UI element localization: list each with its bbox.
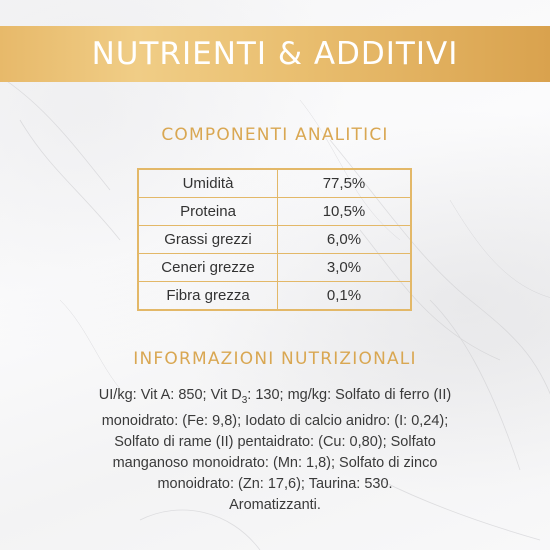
info-subscript: 3 (241, 394, 248, 406)
analytic-components-table (137, 168, 412, 311)
table-row (138, 226, 411, 254)
row-label: Fibra grezza (138, 282, 278, 311)
info-line: monoidrato: (Zn: 17,6); Taurina: 530. (157, 475, 393, 492)
info-line: manganoso monoidrato: (Mn: 1,8); Solfato di zinco (112, 454, 438, 471)
info-line-part: UI/kg: Vit A: 850; Vit D (98, 387, 242, 403)
row-value: 10,5% (278, 198, 412, 226)
info-line-part: : 130; mg/kg: Solfato di ferro (II) (247, 387, 452, 403)
row-value: 6,0% (278, 226, 412, 254)
row-value: 77,5% (278, 169, 412, 198)
info-line (20, 385, 530, 411)
nutritional-info-title: INFORMAZIONI NUTRIZIONALI (133, 349, 417, 369)
row-value: 0,1% (278, 282, 412, 311)
nutritional-info-text (20, 385, 530, 516)
table-row (138, 254, 411, 282)
page-title: NUTRIENTI & ADDITIVI (91, 36, 459, 72)
row-label: Umidità (138, 169, 278, 198)
row-label: Grassi grezzi (138, 226, 278, 254)
table-row (138, 198, 411, 226)
info-line: Aromatizzanti. (229, 496, 321, 513)
header-banner (0, 26, 550, 82)
row-value: 3,0% (278, 254, 412, 282)
row-label: Proteina (138, 198, 278, 226)
table-row (138, 282, 411, 311)
table-row (138, 169, 411, 198)
analytic-components-title: COMPONENTI ANALITICI (161, 125, 389, 145)
info-line: monoidrato: (Fe: 9,8); Iodato di calcio anidro: (I: 0,24); (101, 412, 449, 429)
row-label: Ceneri grezze (138, 254, 278, 282)
info-line: Solfato di rame (II) pentaidrato: (Cu: 0,80); Solfato (114, 433, 436, 450)
